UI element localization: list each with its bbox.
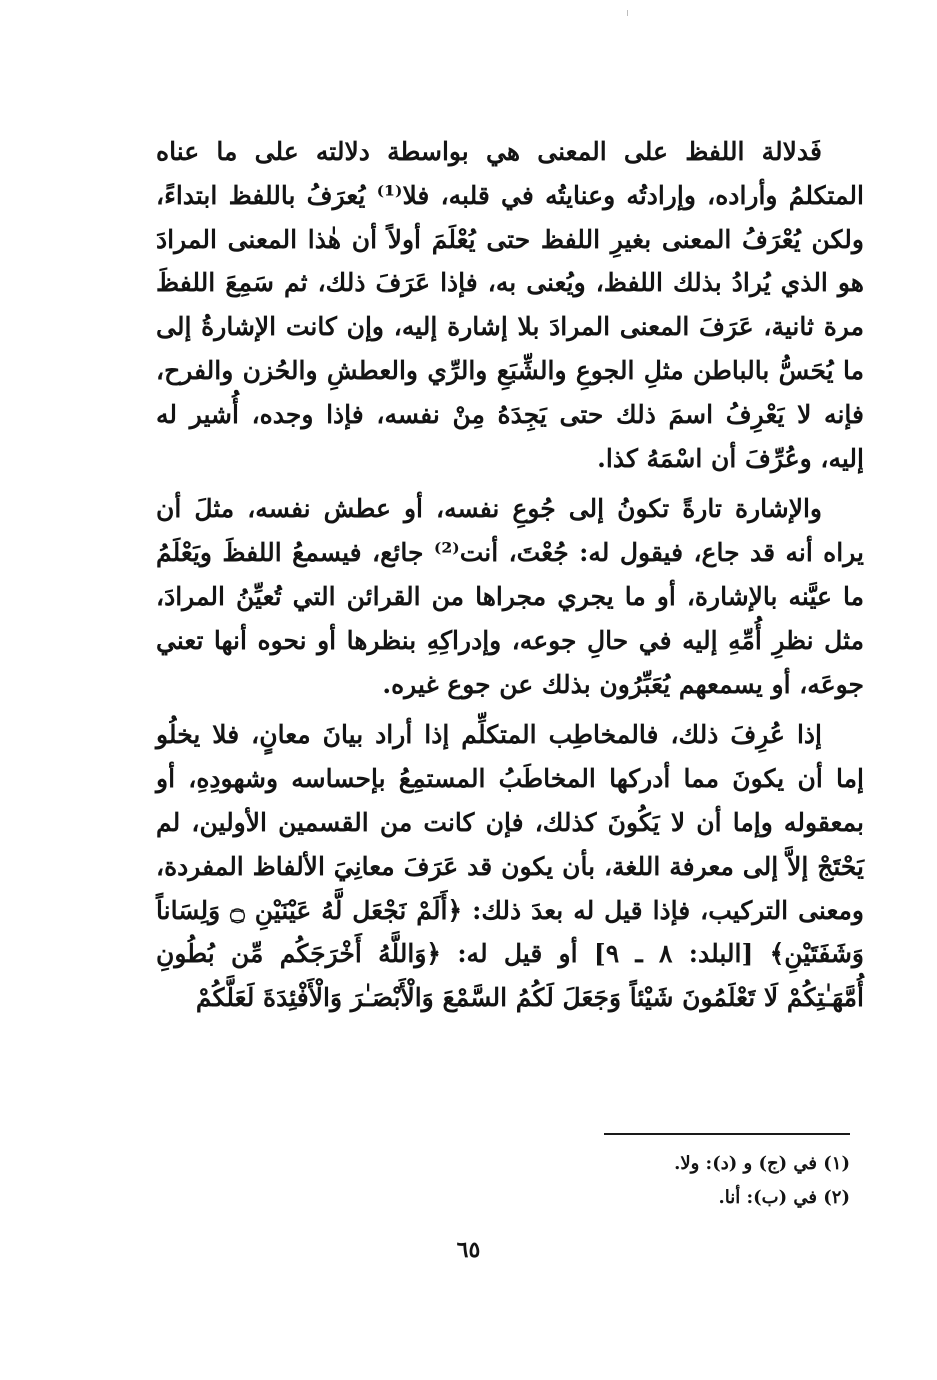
- page-number: ٦٥: [456, 1237, 481, 1263]
- footnote-divider: [604, 1133, 850, 1135]
- main-text: [156, 130, 864, 1020]
- paragraph-1: فَدلالة اللفظ على المعنى هي بواسطة دلالته على ما عناه المتكلمُ وأراده، وإرادتُه وعنايتُه في قلبه، فلا⁽¹⁾ يُعرَفُ باللفظ ابتداءً، ولكن يُعْرَفُ المعنى بغيرِ اللفظ حتى يُعْلَمَ أولاً أن هٰذا المعنى المرادَ هو الذي يُرادُ بذلك اللفظ، ويُعنى به، فإذا عَرَفَ ذلك، ثم سَمِعَ اللفظَ مرة ثانية، عَرَفَ المعنى المرادَ بلا إشارة إليه، وإن كانت الإشارةُ إلى ما يُحَسُّ بالباطن مثلِ الجوعِ والشِّبَعِ والرِّي والعطشِ والحُزن والفرح، فإنه لا يَعْرِفُ اسمَ ذلك حتى يَجِدَهُ مِنْ نفسه، فإذا وجده، أُشير له إليه، وعُرِّفَ أن اسْمَهُ كذا.: [156, 137, 864, 473]
- footnotes: [500, 1147, 850, 1215]
- paragraph-3: إذا عُرِفَ ذلك، فالمخاطِب المتكلِّم إذا أراد بيانَ معانٍ، فلا يخلُو إما أن يكونَ مما أدركها المخاطَبُ المستمِعُ بإحساسه وشهودِهِ، أو بمعقوله وإما أن لا يَكُونَ كذلك، فإن كانت من القسمين الأولين، لم يَحْتَجْ إلاَّ إلى معرفة اللغة، بأن يكون قد عَرَفَ معانِيَ الألفاظ المفردة، ومعنى التركيب، فإذا قيل له بعدَ ذلك: ﴿أَلَمْ نَجْعَل لَّهُ عَيْنَيْنِ ۝ وَلِسَاناً وَشَفَتَيْنِ﴾ [البلد: ٨ ـ ٩] أو قيل له: ﴿وَاللَّهُ أَخْرَجَكُم مِّن بُطُونِ أُمَّهَـٰتِكُمْ لَا تَعْلَمُونَ شَيْئاً وَجَعَلَ لَكُمُ السَّمْعَ وَالْأَبْصَـٰرَ وَالْأَفْئِدَةَ لَعَلَّكُمْ: [156, 720, 865, 1013]
- footnote-2: (٢) في (ب): أنا.: [718, 1187, 850, 1208]
- footnote-1: (١) في (ج) و (د): ولا.: [674, 1153, 850, 1174]
- scan-artifact: [627, 10, 628, 16]
- paragraph-2: والإشارة تارةً تكونُ إلى جُوعِ نفسه، أو عطش نفسه، مثلَ أن يراه أنه قد جاع، فيقول له: جُعْتَ، أنت⁽²⁾ جائع، فيسمعُ اللفظَ ويَعْلَمُ ما عيَّنه بالإشارة، أو ما يجري مجراها من القرائن التي تُعيِّنُ المرادَ، مثل نظرِ أُمِّهِ إليه في حالِ جوعه، وإدراكِهِ بنظرها أو نحوه أنها تعني جوعَه، أو يسمعهم يُعَبِّرُون بذلك عن جوع غيره.: [156, 494, 864, 699]
